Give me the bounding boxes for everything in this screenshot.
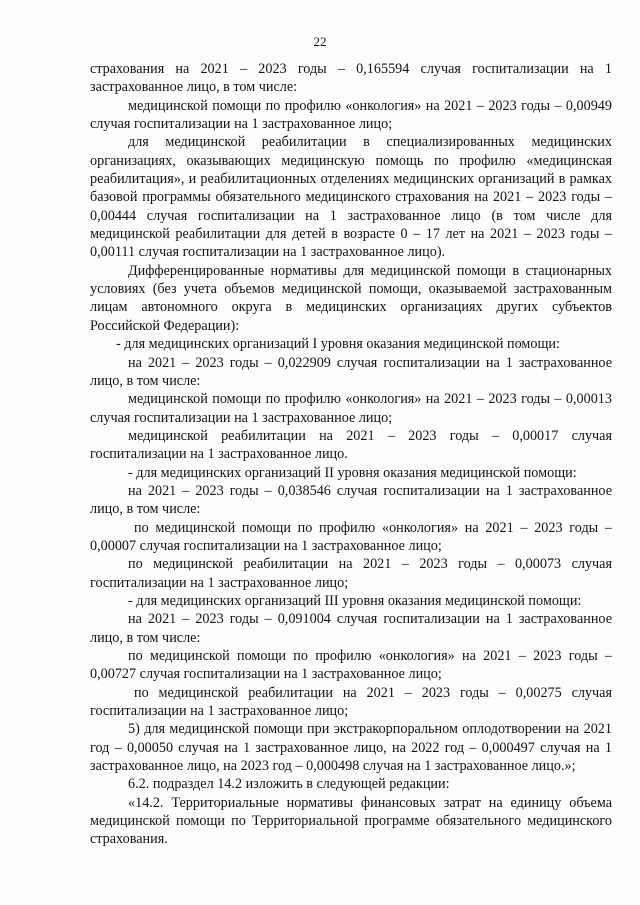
paragraph: на 2021 – 2023 годы – 0,091004 случая госпитализации на 1 застрахованное лицо, в том числе: bbox=[90, 611, 612, 646]
paragraph: «14.2. Территориальные нормативы финансовых затрат на единицу объема медицинской помощи по Территориальной программе обязательного медицинского страхования. bbox=[90, 794, 612, 848]
paragraph: по медицинской реабилитации на 2021 – 2023 годы – 0,00073 случая госпитализации на 1 застрахованное лицо; bbox=[90, 556, 612, 591]
document-body bbox=[90, 60, 612, 849]
paragraph: на 2021 – 2023 годы – 0,038546 случая госпитализации на 1 застрахованное лицо, в том числе: bbox=[90, 482, 612, 518]
paragraph: для медицинской реабилитации в специализированных медицинских организациях, оказывающих медицинскую помощь по профилю «медицинская реабилитация», и реабилитационных отделениях медицинских организаций в рамках базовой программы обязательного медицинского страхования на 2021 – 2023 годы – 0,00444 случая госпитализации на 1 застрахованное лицо (в том числе для медицинской реабилитации для детей в возрасте 0 – 17 лет на 2021 – 2023 годы – 0,00111 случая госпитализации на 1 застрахованное лицо). bbox=[90, 134, 612, 261]
paragraph: медицинской помощи по профилю «онкология» на 2021 – 2023 годы – 0,00949 случая госпитализации на 1 застрахованное лицо; bbox=[90, 97, 612, 133]
paragraph: - для медицинских организаций II уровня оказания медицинской помощи: bbox=[128, 464, 577, 481]
paragraph: на 2021 – 2023 годы – 0,022909 случая госпитализации на 1 застрахованное лицо, в том числе: bbox=[90, 354, 612, 389]
paragraph: Дифференцированные нормативы для медицинской помощи в стационарных условиях (без учета объемов медицинской помощи, оказываемой застрахованным лицам автономного округа в медицинских организациях других субъектов Российской Федерации): bbox=[90, 262, 612, 334]
paragraph: по медицинской помощи по профилю «онкология» на 2021 – 2023 годы – 0,00727 случая госпитализации на 1 застрахованное лицо; bbox=[90, 648, 612, 683]
page-number: 22 bbox=[313, 34, 327, 49]
paragraph: медицинской помощи по профилю «онкология» на 2021 – 2023 годы – 0,00013 случая госпитализации на 1 застрахованное лицо; bbox=[90, 391, 612, 426]
paragraph: - для медицинских организаций I уровня оказания медицинской помощи: bbox=[116, 336, 560, 353]
paragraph: 6.2. подраздел 14.2 изложить в следующей редакции: bbox=[128, 776, 450, 793]
paragraph: - для медицинских организаций III уровня оказания медицинской помощи: bbox=[128, 592, 582, 609]
paragraph: страхования на 2021 – 2023 годы – 0,165594 случая госпитализации на 1 застрахованное лицо, в том числе: bbox=[90, 61, 612, 96]
paragraph: по медицинской реабилитации на 2021 – 2023 годы – 0,00275 случая госпитализации на 1 застрахованное лицо; bbox=[90, 684, 612, 720]
paragraph: медицинской реабилитации на 2021 – 2023 годы – 0,00017 случая госпитализации на 1 застрахованное лицо. bbox=[90, 427, 612, 463]
paragraph: по медицинской помощи по профилю «онкология» на 2021 – 2023 годы – 0,00007 случая госпитализации на 1 застрахованное лицо; bbox=[90, 519, 612, 554]
paragraph: 5) для медицинской помощи при экстракорпоральном оплодотворении на 2021 год – 0,00050 случая на 1 застрахованное лицо, на 2022 год – 0,000497 случая на 1 застрахованное лицо, на 2023 год – 0,000498 случая на 1 застрахованное лицо.»; bbox=[90, 721, 612, 775]
